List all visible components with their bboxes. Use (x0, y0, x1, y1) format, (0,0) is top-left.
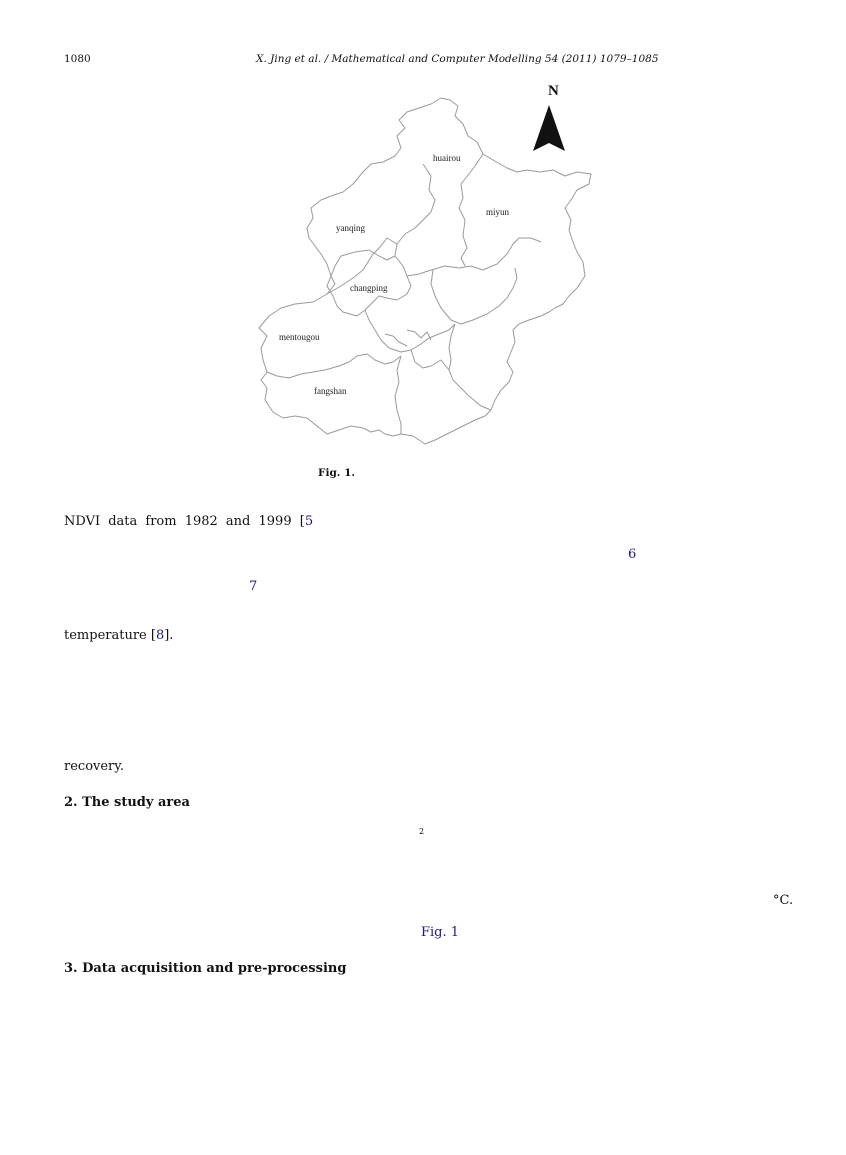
page-number: 1080 (64, 53, 91, 65)
boundary-fangshan-daxing (395, 356, 401, 434)
section-3-heading: 3. Data acquisition and pre-processing (64, 961, 347, 976)
running-header-citation: X. Jing et al. / Mathematical and Computer Modelling 54 (2011) 1079–1085 (256, 53, 659, 65)
beijing-district-map (255, 80, 600, 455)
boundary-urban-inner (385, 330, 431, 346)
label-mentougou: mentougou (279, 332, 320, 342)
label-fangshan: fangshan (314, 386, 347, 396)
label-changping: changping (350, 283, 388, 293)
label-huairou: huairou (433, 153, 461, 163)
map-svg (255, 80, 600, 455)
temperature-end: ]. (164, 628, 174, 643)
boundary-huairou-south (395, 164, 435, 276)
figure-caption: Fig. 1. (318, 467, 356, 479)
boundary-daxing-inner (411, 350, 449, 370)
fig-1-link[interactable]: Fig. 1 (421, 925, 460, 940)
boundary-changping (331, 250, 395, 276)
north-arrow (533, 83, 565, 151)
temperature-text: temperature [ (64, 628, 156, 643)
boundary-mentougou-fangshan (267, 354, 401, 378)
map-outer-boundary (259, 98, 591, 444)
boundary-shunyi (431, 268, 517, 324)
label-yanqing: yanqing (336, 223, 365, 233)
section-2-heading: 2. The study area (64, 795, 190, 810)
paragraph-line-temperature (64, 628, 173, 643)
ref-5-link[interactable]: 5 (304, 514, 314, 529)
boundary-huairou-miyun (459, 154, 483, 266)
boundary-changping-east (407, 238, 541, 276)
district-boundaries (259, 98, 591, 444)
degree-celsius-text: °C. (773, 893, 794, 908)
boundary-mentougou (327, 276, 411, 316)
north-arrow-icon (533, 105, 565, 151)
north-label: N (548, 83, 559, 99)
ref-8-link[interactable]: 8 (155, 628, 165, 643)
line1-text: NDVI data from 1982 and 1999 [ (64, 514, 305, 529)
ref-7-link[interactable]: 7 (249, 579, 258, 594)
boundary-daxing-tongzhou (449, 324, 491, 410)
label-miyun: miyun (486, 207, 510, 217)
ref-6-link[interactable]: 6 (628, 547, 637, 562)
recovery-text: recovery. (64, 759, 125, 774)
paragraph-line-1 (64, 514, 313, 529)
superscript-2: 2 (419, 827, 425, 836)
